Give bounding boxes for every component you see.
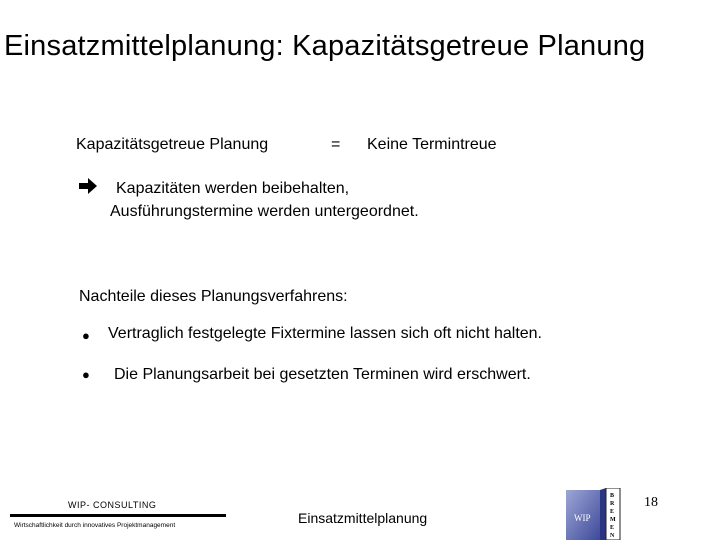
equals-sign: = xyxy=(331,136,341,153)
wip-bremen-logo xyxy=(566,488,644,540)
bullet-icon: ● xyxy=(82,328,90,343)
arrow-right-icon xyxy=(79,178,97,199)
drawback-item: Vertraglich festgelegte Fixtermine lassen sich oft nicht halten. xyxy=(108,325,542,342)
definition-term: Kapazitätsgetreue Planung xyxy=(76,136,269,153)
logo-letter: R xyxy=(610,501,615,507)
definition-meaning: Keine Termintreue xyxy=(367,136,497,153)
drawback-item: Die Planungsarbeit bei gesetzten Terminen wird erschwert. xyxy=(114,366,531,383)
logo-text: WIP xyxy=(574,513,591,523)
consequence-line-2: Ausführungstermine werden untergeordnet. xyxy=(110,203,419,220)
bullet-icon: ● xyxy=(82,367,90,382)
consequence-line-1: Kapazitäten werden beibehalten, xyxy=(116,180,350,197)
footer-divider xyxy=(10,514,226,517)
page-number: 18 xyxy=(644,495,658,510)
footer-tagline: Wirtschaftlichkeit durch innovatives Projektmanagement xyxy=(14,522,176,529)
footer-topic: Einsatzmittelplanung xyxy=(298,510,428,526)
logo-letter: M xyxy=(610,517,616,523)
footer-company: WIP- CONSULTING xyxy=(68,500,157,510)
slide-title: Einsatzmittelplanung: Kapazitätsgetreue Planung xyxy=(4,30,646,62)
logo-letter: E xyxy=(610,525,615,531)
logo-letter: N xyxy=(610,533,615,539)
logo-letter: B xyxy=(610,493,615,499)
logo-letter: E xyxy=(610,509,615,515)
drawbacks-heading: Nachteile dieses Planungsverfahrens: xyxy=(79,288,348,305)
